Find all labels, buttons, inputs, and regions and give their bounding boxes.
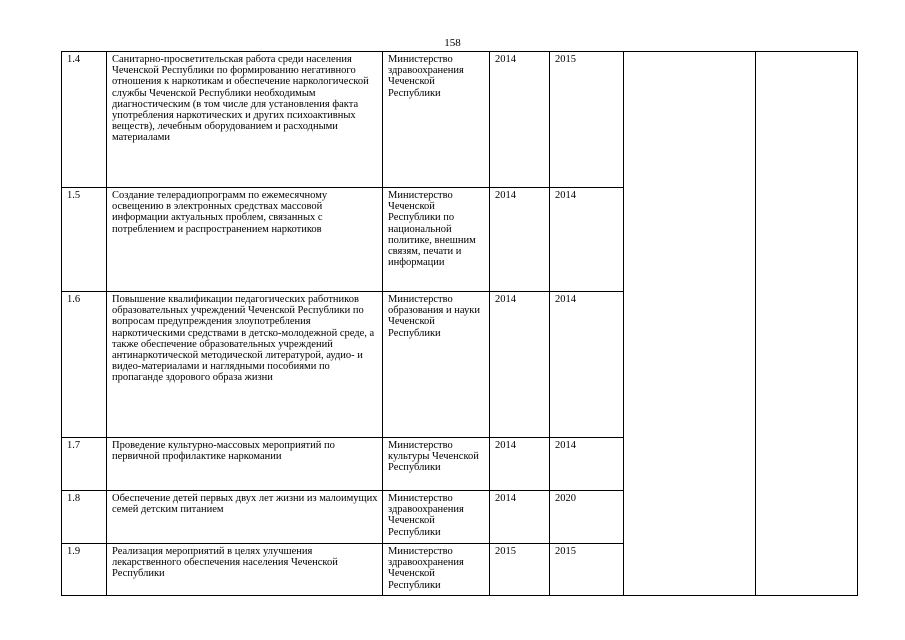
activity-description: Обеспечение детей первых двух лет жизни из малоимущих семей детским питанием <box>107 491 383 544</box>
executor: Министерство Чеченской Республики по национальной политике, внешним связям, печати и информации <box>383 188 490 292</box>
table-row <box>62 52 858 188</box>
start-year: 2015 <box>490 544 550 596</box>
activity-description: Повышение квалификации педагогических работников образовательных учреждений Чеченской Республики по вопросам предупреждения злоупотребления наркотическими средствами в детско-молодежной среде, а также обеспечение образовательных учреждений антинаркотической методической литературой, аудио- и видео-материалами и наглядными пособиями по пропаганде здорового образа жизни <box>107 292 383 438</box>
activity-description: Реализация мероприятий в целях улучшения лекарственного обеспечения населения Чеченской Республики <box>107 544 383 596</box>
page-number: 158 <box>444 37 461 49</box>
start-year: 2014 <box>490 188 550 292</box>
end-year: 2015 <box>550 52 624 188</box>
row-number: 1.8 <box>62 491 107 544</box>
end-year: 2014 <box>550 188 624 292</box>
activity-description: Санитарно-просветительская работа среди населения Чеченской Республики по формированию негативного отношения к наркотикам и обеспечение наркологической службы Чеченской Республики необходимым диагностическим (в том числе для установления факта употребления наркотических и других психоактивных веществ), лечебным оборудованием и расходными материалами <box>107 52 383 188</box>
start-year: 2014 <box>490 491 550 544</box>
start-year: 2014 <box>490 292 550 438</box>
executor: Министерство здравоохранения Чеченской Республики <box>383 52 490 188</box>
activity-description: Создание телерадиопрограмм по ежемесячному освещению в электронных средствах массовой информации актуальных проблем, связанных с потреблением и распространением наркотиков <box>107 188 383 292</box>
start-year: 2014 <box>490 438 550 491</box>
row-number: 1.9 <box>62 544 107 596</box>
end-year: 2015 <box>550 544 624 596</box>
empty-merged-cell <box>756 52 858 596</box>
end-year: 2014 <box>550 438 624 491</box>
row-number: 1.7 <box>62 438 107 491</box>
start-year: 2014 <box>490 52 550 188</box>
row-number: 1.6 <box>62 292 107 438</box>
executor: Министерство здравоохранения Чеченской Республики <box>383 544 490 596</box>
row-number: 1.5 <box>62 188 107 292</box>
executor: Министерство культуры Чеченской Республики <box>383 438 490 491</box>
end-year: 2014 <box>550 292 624 438</box>
program-activities-table <box>61 51 858 596</box>
end-year: 2020 <box>550 491 624 544</box>
activity-description: Проведение культурно-массовых мероприятий по первичной профилактике наркомании <box>107 438 383 491</box>
row-number: 1.4 <box>62 52 107 188</box>
executor: Министерство здравоохранения Чеченской Республики <box>383 491 490 544</box>
executor: Министерство образования и науки Чеченской Республики <box>383 292 490 438</box>
empty-merged-cell <box>624 52 756 596</box>
